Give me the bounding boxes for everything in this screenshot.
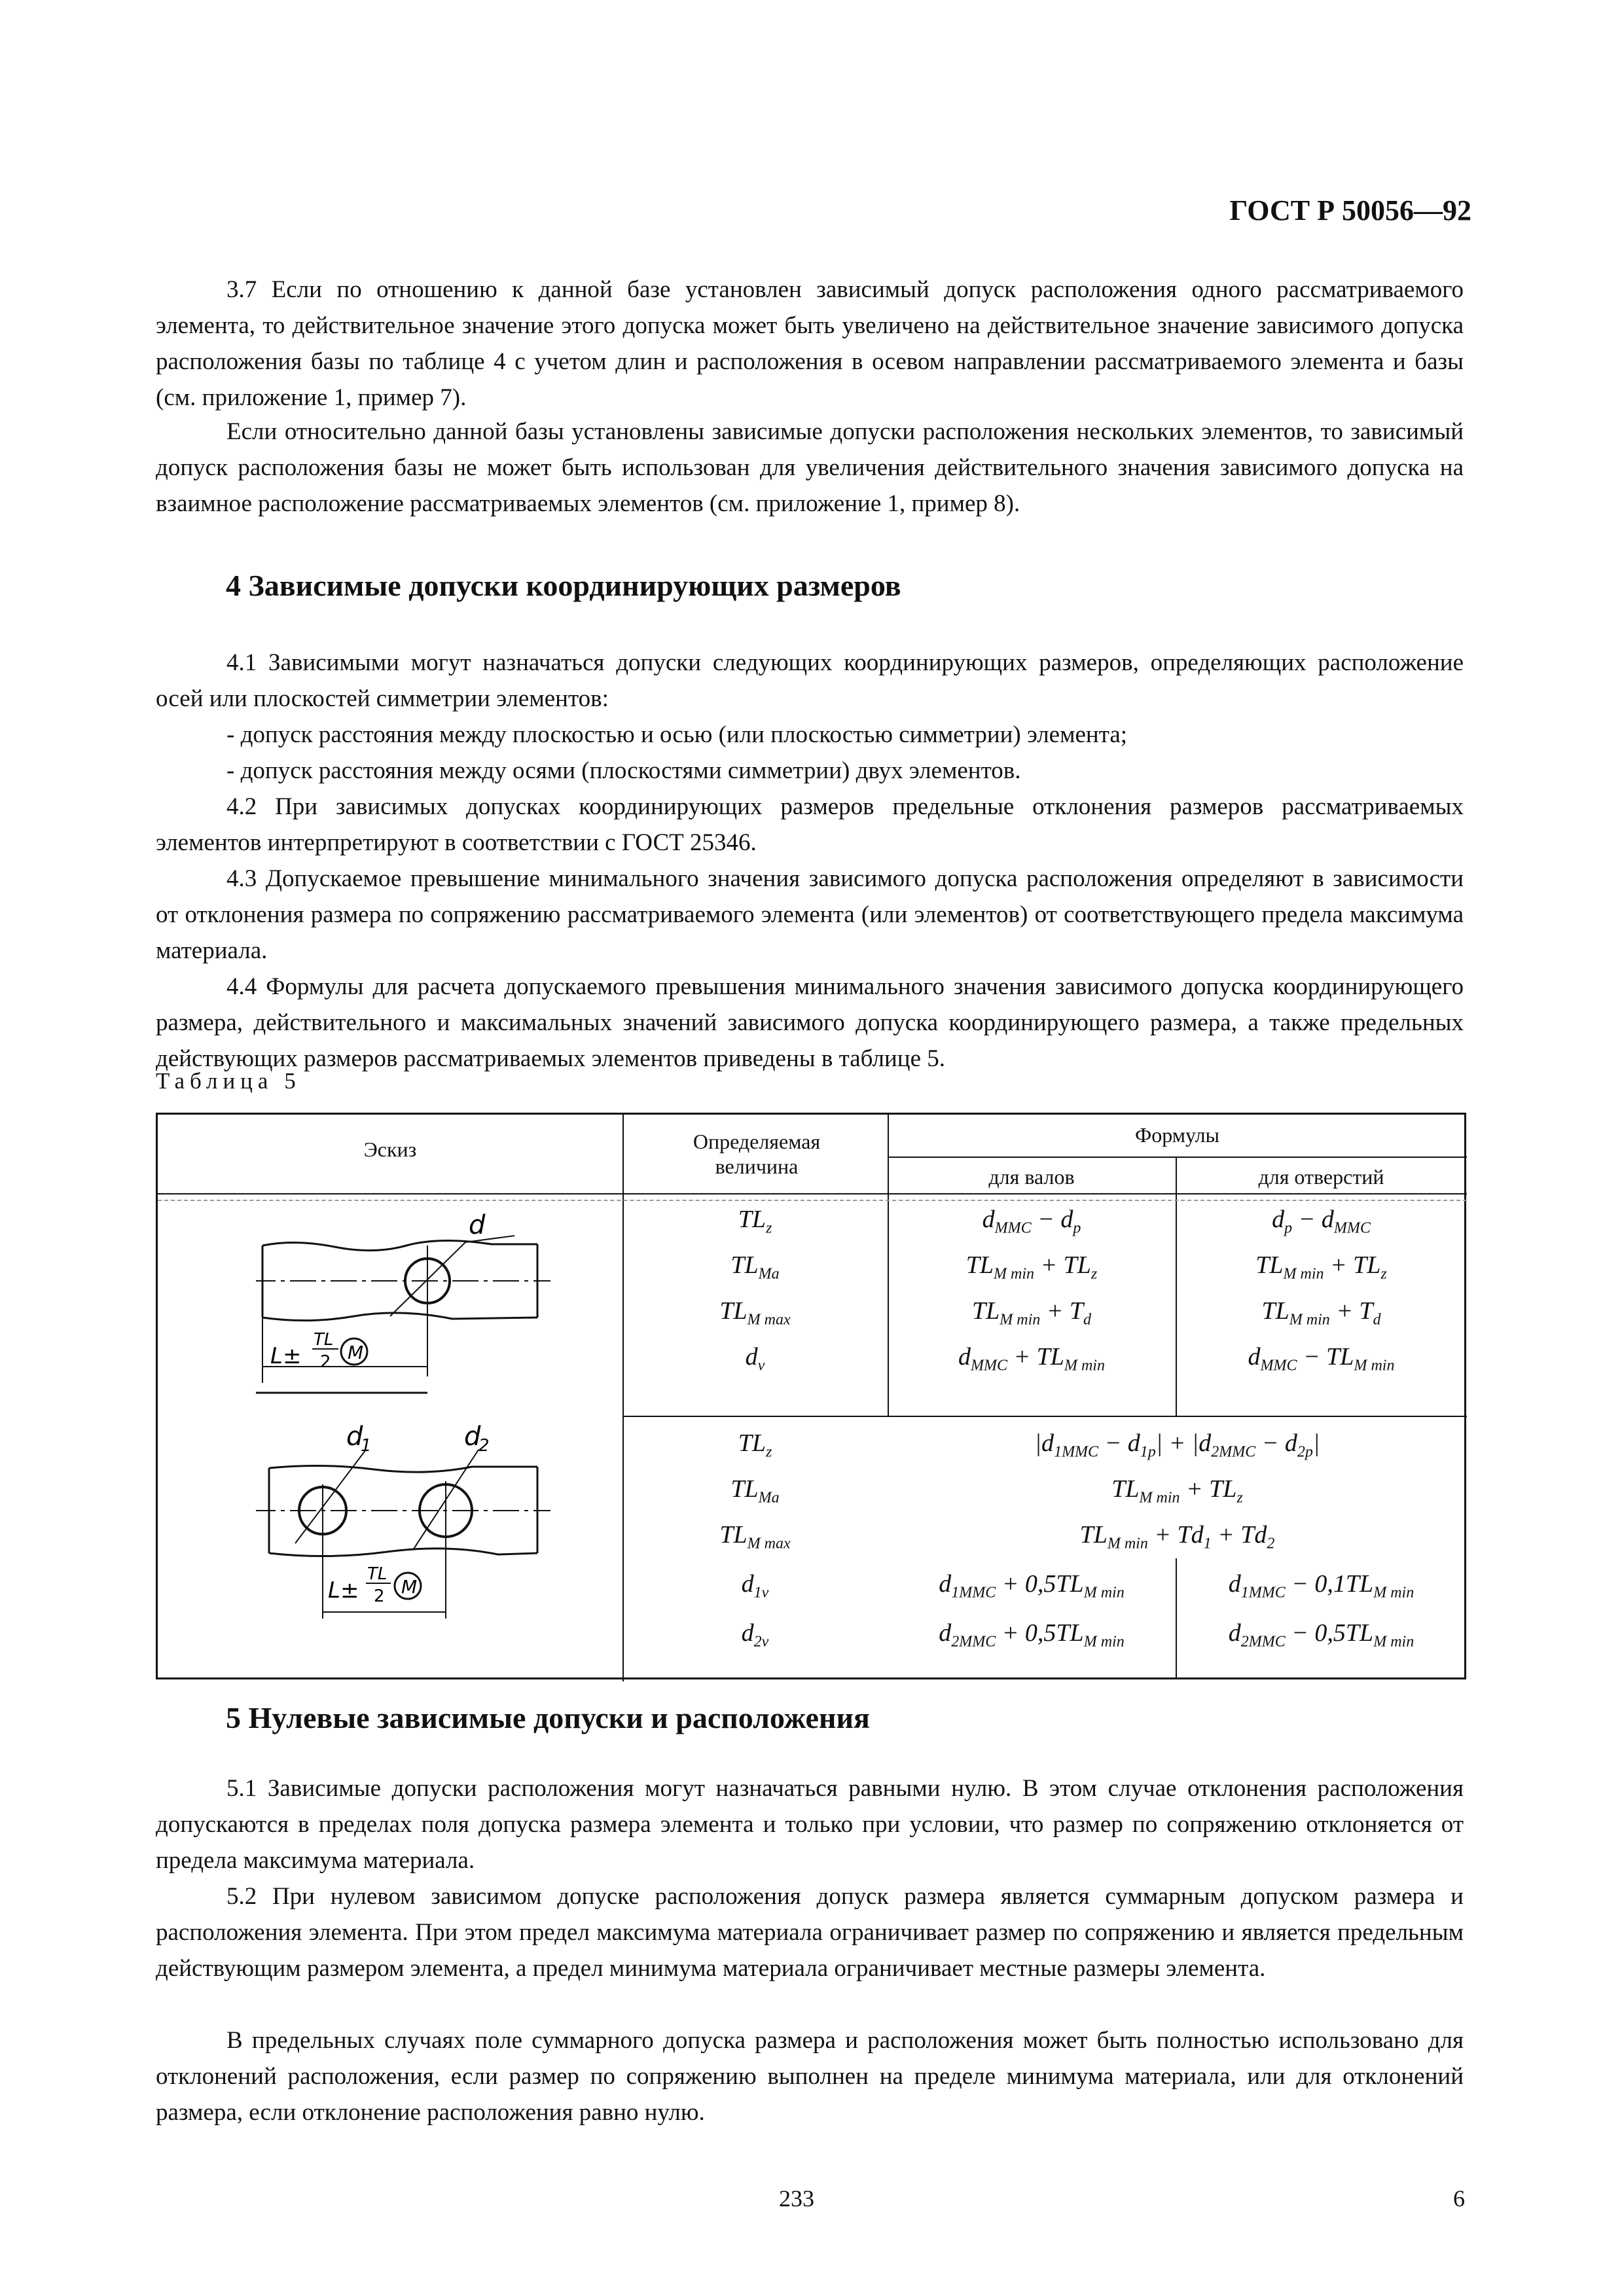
list-item-dash-1: - допуск расстояния между плоскостью и осью (или плоскостью симметрии) элемента;: [226, 721, 1128, 748]
table-caption: Таблица 5: [156, 1068, 301, 1094]
row1-shaft-formula-1: $d_{MMC} - d_p$: [982, 1206, 1081, 1237]
header-holes: для отверстий: [1258, 1165, 1384, 1189]
row1-quantity-1: $TL_z$: [738, 1206, 772, 1237]
sketch-2-label-d2-sub: 2: [478, 1436, 490, 1456]
row2-quantity-1: $TL_z$: [738, 1429, 772, 1461]
row2-quantity-2: $TL_{Ma}$: [730, 1475, 780, 1507]
section-5-heading: 5 Нулевые зависимые допуски и расположения: [226, 1701, 870, 1734]
paragraph-4-1: 4.1 Зависимыми могут назначаться допуски следующих координирующих размеров, определяющих расположение осей или плоскостей симметрии элементов:: [156, 649, 1464, 712]
sketch-1-single-hole: [256, 1206, 550, 1409]
sketch-1-label-dim: L±: [270, 1343, 302, 1369]
paragraph-4-2: 4.2 При зависимых допусках координирующих размеров предельные отклонения размеров рассматриваемых элементов интерпретируют в соответствии с ГОСТ 25346.: [156, 793, 1464, 856]
row1-hole-formula-4: $d_{MMC} - TL_{M min}$: [1248, 1343, 1395, 1374]
sketch-1-label-m: M: [348, 1342, 364, 1363]
paragraph-4-3: 4.3 Допускаемое превышение минимального значения зависимого допуска расположения определяют в зависимости от отклонения размера по сопряжению рассматриваемого элемента (или элементов) от соответствующего предела максимума материала.: [156, 865, 1464, 964]
paragraph-4-4: 4.4 Формулы для расчета допускаемого превышения минимального значения зависимого допуска координирующего размера, действительного и максимальных значений зависимого допуска координирующего размера, а также предельных действующих размеров рассматриваемых элементов приведены в таблице 5.: [156, 973, 1464, 1072]
row1-quantity-3: $TL_{M max}$: [719, 1297, 791, 1329]
sketch-2-label-m: M: [401, 1576, 418, 1598]
header-sketch: Эскиз: [363, 1138, 417, 1161]
sketch-1-label-d: d: [469, 1210, 486, 1240]
list-item-dash-2: - допуск расстояния между осями (плоскостями симметрии) двух элементов.: [226, 757, 1021, 784]
paragraph-5-1: 5.1 Зависимые допуски расположения могут назначаться равными нулю. В этом случае отклонения расположения допускаются в пределах поля допуска размера элемента и только при условии, что размер по сопряжению отклоняется от предела максимума материала.: [156, 1775, 1464, 1874]
sketch-2-two-holes: [256, 1422, 550, 1638]
paragraph-5-2: 5.2 При нулевом зависимом допуске расположения допуск размера является суммарным допуском размера и расположения элемента. При этом предел максимума материала ограничивает размер по сопряжению и является предельным действующим размером элемента, а предел минимума материала ограничивает местные размеры элемента.: [156, 1883, 1464, 1982]
header-formulas: Формулы: [1134, 1123, 1220, 1147]
row1-quantity-2: $TL_{Ma}$: [730, 1251, 780, 1283]
row1-shaft-formula-2: $TL_{M min} + TL_z$: [965, 1251, 1098, 1283]
row2-quantity-5: $d_{2v}$: [741, 1619, 769, 1651]
table-divider: [1176, 1157, 1177, 1416]
sketch-2-label-d1-sub: 1: [361, 1436, 372, 1456]
paragraph-5-2-continued: В предельных случаях поле суммарного допуска размера и расположения может быть полностью использовано для отклонений расположения, если размер по сопряжению выполнен на пределе минимума материала, или для отклонений размера, если отклонение расположения равно нулю.: [156, 2027, 1464, 2126]
row2-shaft-formula-2: $d_{2MMC} + 0,5TL_{M min}$: [939, 1619, 1125, 1651]
paragraph-3-7: 3.7 Если по отношению к данной базе установлен зависимый допуск расположения одного рассматриваемого элемента, то действительное значение этого допуска может быть увеличено на действительное значение зависимого допуска расположения базы по таблице 4 с учетом длин и расположения в осевом направлении рассматриваемого элемента и базы (см. приложение 1, пример 7).: [156, 276, 1464, 411]
sketch-1-label-two: 2: [320, 1352, 331, 1372]
header-shafts: для валов: [988, 1165, 1075, 1189]
row1-quantity-4: $d_v$: [745, 1343, 765, 1374]
row2-common-formula-2: $TL_{M min} + TL_z$: [1111, 1475, 1243, 1507]
sketch-2-label-dim: L±: [328, 1577, 359, 1604]
row1-shaft-formula-3: $TL_{M min} + T_d$: [971, 1297, 1092, 1329]
document-code: ГОСТ Р 50056—92: [1229, 194, 1471, 226]
sketch-2-label-tl: TL: [367, 1564, 387, 1584]
table-divider: [158, 1193, 1467, 1194]
sketch-2-label-two: 2: [374, 1587, 385, 1606]
section-4-heading: 4 Зависимые допуски координирующих размеров: [226, 569, 901, 602]
table-5: [156, 1113, 1466, 1679]
row2-hole-formula-2: $d_{2MMC} - 0,5TL_{M min}$: [1228, 1619, 1415, 1651]
sketch-2-label-d1: d: [346, 1422, 363, 1452]
row2-common-formula-3: $TL_{M min} + Td_1 + Td_2$: [1079, 1521, 1275, 1552]
row1-shaft-formula-4: $d_{MMC} + TL_{M min}$: [958, 1343, 1105, 1374]
row2-hole-formula-1: $d_{1MMC} - 0,1TL_{M min}$: [1228, 1570, 1415, 1602]
header-quantity: Определяемая величина: [693, 1130, 821, 1178]
page-number-right: 6: [1453, 2185, 1465, 2212]
page-number-center: 233: [779, 2185, 814, 2212]
row1-hole-formula-1: $d_p - d_{MMC}$: [1272, 1206, 1371, 1237]
row1-hole-formula-3: $TL_{M min} + T_d$: [1261, 1297, 1381, 1329]
table-divider: [158, 1200, 1467, 1202]
row2-shaft-formula-1: $d_{1MMC} + 0,5TL_{M min}$: [939, 1570, 1125, 1602]
row1-hole-formula-2: $TL_{M min} + TL_z$: [1255, 1251, 1387, 1283]
sketch-2-label-d2: d: [464, 1422, 481, 1452]
table-divider: [622, 1416, 1467, 1417]
table-divider: [888, 1157, 1467, 1158]
row2-common-formula-1: $|d_{1MMC} - d_{1p}| + |d_{2MMC} - d_{2p}|$: [1034, 1429, 1320, 1461]
sketch-1-label-tl: TL: [314, 1330, 334, 1350]
row2-quantity-3: $TL_{M max}$: [719, 1521, 791, 1552]
paragraph-3-7-continued: Если относительно данной базы установлены зависимые допуски расположения нескольких элементов, то зависимый допуск расположения базы не может быть использован для увеличения действительного значения зависимого допуска на взаимное расположение рассматриваемых элементов (см. приложение 1, пример 8).: [156, 418, 1464, 517]
row2-quantity-4: $d_{1v}$: [741, 1570, 769, 1602]
